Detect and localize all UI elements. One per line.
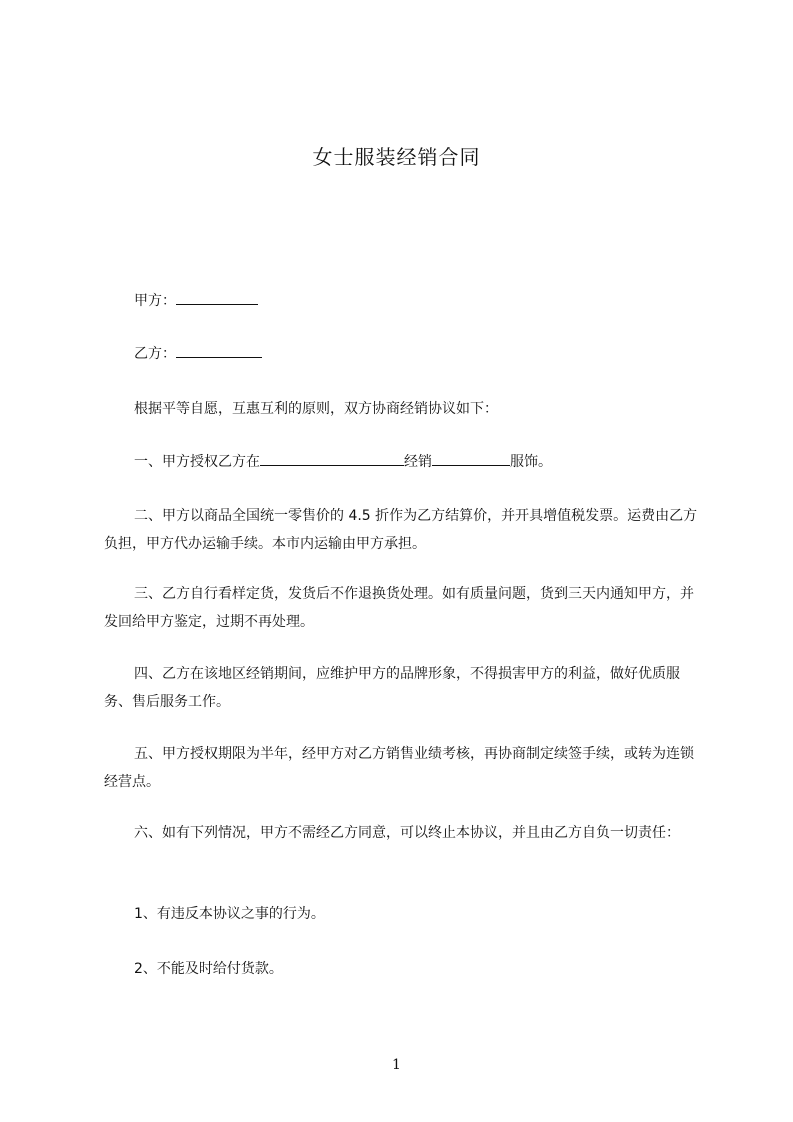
list-item-1: 1、有违反本协议之事的行为。 xyxy=(134,906,325,922)
clause-5: 五、甲方授权期限为半年，经甲方对乙方销售业绩考核，再协商制定续签手续，或转为连锁经营点。 xyxy=(104,746,694,790)
page-number: 1 xyxy=(392,1057,401,1073)
list-item-2: 2、不能及时给付货款。 xyxy=(134,961,283,977)
intro-paragraph: 根据平等自愿，互惠互利的原则，双方协商经销协议如下： xyxy=(134,401,498,417)
clause-1-suffix: 服饰。 xyxy=(510,454,552,470)
clause-1-region-blank xyxy=(260,450,404,466)
clause-1 xyxy=(104,448,700,476)
clause-3: 三、乙方自行看样定货，发货后不作退换货处理。如有质量问题，货到三天内通知甲方，并发回给甲方鉴定，过期不再处理。 xyxy=(104,586,694,630)
clause-1-prefix: 一、甲方授权乙方在 xyxy=(134,454,260,470)
clause-4: 四、乙方在该地区经销期间，应维护甲方的品牌形象，不得损害甲方的利益，做好优质服务、售后服务工作。 xyxy=(104,666,680,710)
party-b-label: 乙方： xyxy=(134,346,176,362)
clause-2: 二、甲方以商品全国统一零售价的 4.5 折作为乙方结算价，并开具增值税发票。运费由乙方负担，甲方代办运输手续。本市内运输由甲方承担。 xyxy=(104,508,698,552)
clause-6: 六、如有下列情况，甲方不需经乙方同意，可以终止本协议，并且由乙方自负一切责任： xyxy=(134,825,680,841)
clause-1-mid: 经销 xyxy=(404,454,432,470)
clause-1-brand-blank xyxy=(432,450,510,466)
party-b-blank xyxy=(176,342,262,358)
document-title: 女士服装经销合同 xyxy=(312,145,481,169)
party-b-line xyxy=(104,340,700,368)
party-a-blank xyxy=(176,289,258,305)
party-a-line xyxy=(104,287,700,315)
party-a-label: 甲方： xyxy=(134,293,176,309)
